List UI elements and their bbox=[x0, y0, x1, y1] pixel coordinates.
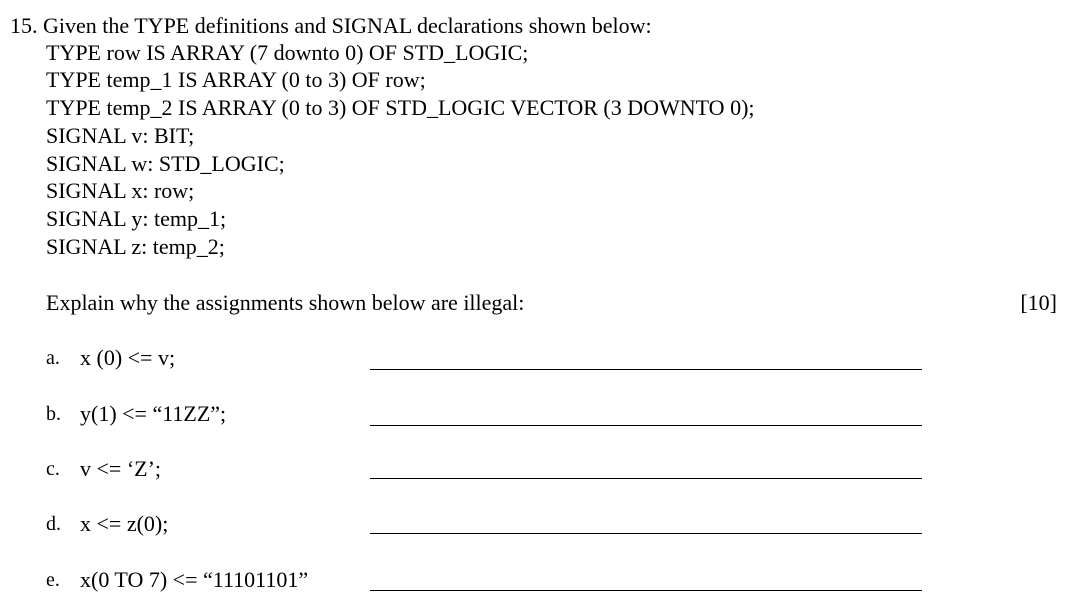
code-line-8: SIGNAL z: temp_2; bbox=[46, 234, 225, 259]
marks-label: [10] bbox=[1020, 290, 1057, 315]
answer-line-c bbox=[370, 478, 922, 479]
code-line-6: SIGNAL x: row; bbox=[46, 178, 195, 203]
answer-line-b bbox=[370, 425, 922, 426]
code-line-1: TYPE row IS ARRAY (7 downto 0) OF STD_LOGIC; bbox=[46, 40, 529, 65]
item-letter: a. bbox=[46, 347, 60, 369]
item-letter: b. bbox=[46, 403, 61, 425]
item-text: x(0 TO 7) <= “11101101” bbox=[80, 567, 309, 592]
item-text: v <= ‘Z’; bbox=[80, 456, 162, 481]
code-line-7: SIGNAL y: temp_1; bbox=[46, 206, 227, 231]
question-heading: 15. Given the TYPE definitions and SIGNAL declarations shown below: bbox=[10, 13, 652, 38]
answer-line-a bbox=[370, 369, 922, 370]
item-text: x <= z(0); bbox=[80, 511, 169, 536]
item-text: x (0) <= v; bbox=[80, 345, 176, 370]
item-letter: c. bbox=[46, 458, 60, 480]
item-text: y(1) <= “11ZZ”; bbox=[80, 401, 227, 426]
code-line-5: SIGNAL w: STD_LOGIC; bbox=[46, 151, 285, 176]
instruction-text: Explain why the assignments shown below are illegal: bbox=[46, 290, 525, 315]
item-letter: d. bbox=[46, 513, 61, 535]
answer-line-d bbox=[370, 533, 922, 534]
code-line-4: SIGNAL v: BIT; bbox=[46, 123, 195, 148]
answer-line-e bbox=[370, 590, 922, 591]
code-line-2: TYPE temp_1 IS ARRAY (0 to 3) OF row; bbox=[46, 67, 426, 92]
code-line-3: TYPE temp_2 IS ARRAY (0 to 3) OF STD_LOGIC VECTOR (3 DOWNTO 0); bbox=[46, 95, 755, 120]
item-letter: e. bbox=[46, 569, 60, 591]
